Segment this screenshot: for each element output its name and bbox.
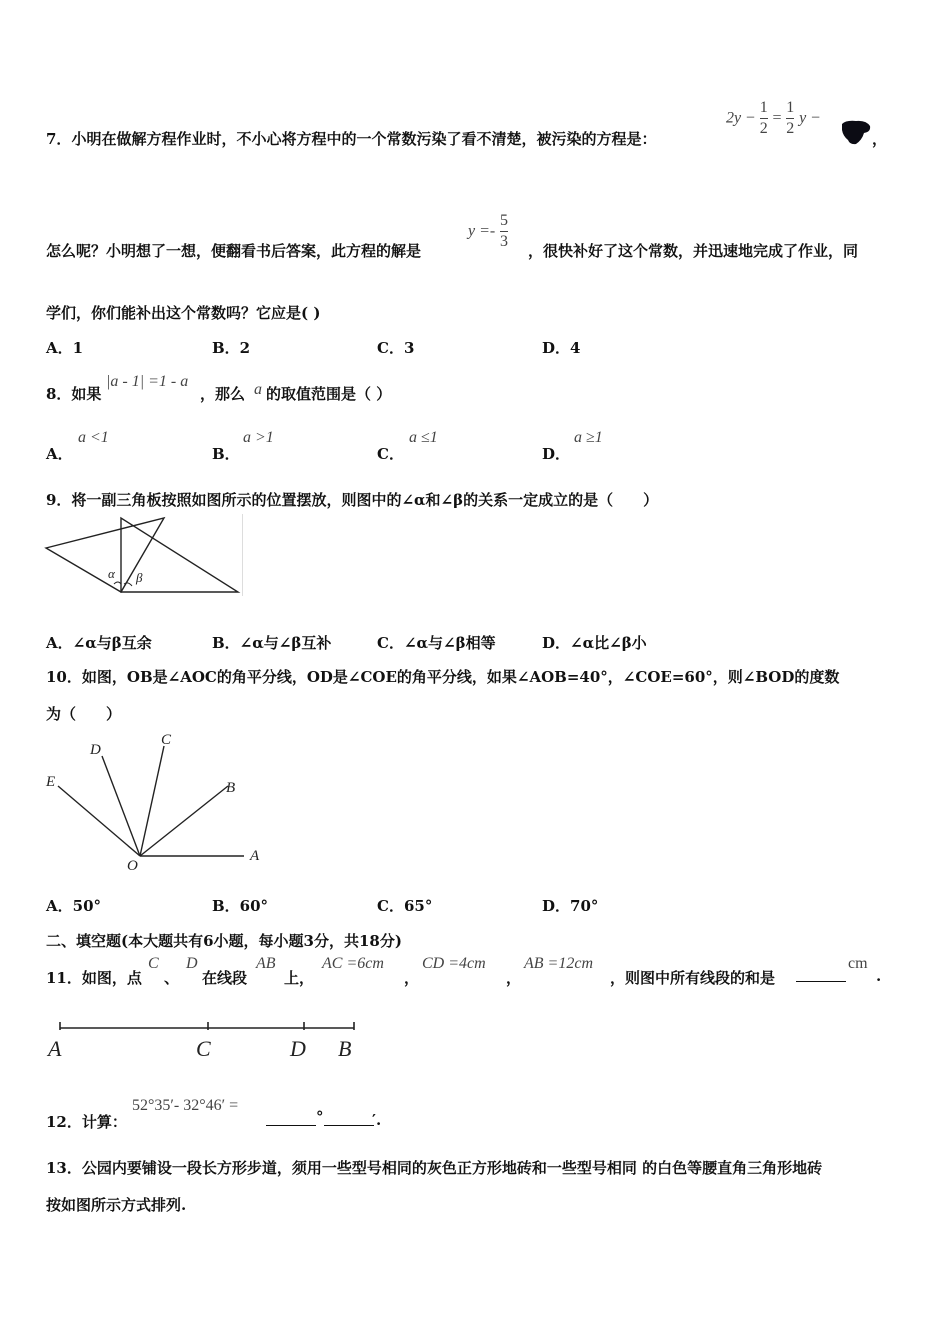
q11-mid: 在线段 [202, 969, 248, 987]
q9-option-d: D．∠α比∠β小 [542, 634, 647, 652]
q9-text: 9．将一副三角板按照如图所示的位置摆放，则图中的∠α和∠β的关系一定成立的是（ ） [46, 491, 659, 509]
label-d: D [290, 1036, 306, 1061]
q12-blank-minutes[interactable] [324, 1112, 374, 1130]
q11-tail: ，则图中所有线段的和是 [610, 969, 776, 987]
q8-option-c-label: C． [377, 445, 404, 463]
q13-line2: 按如图所示方式排列. [46, 1196, 187, 1214]
q11-comma-1: ， [404, 969, 420, 987]
q11-on: 上， [284, 969, 315, 987]
q8-option-c-math: a ≤1 [409, 429, 438, 446]
q11-answer-blank[interactable] [796, 968, 846, 986]
q11-ac: AC =6cm [322, 955, 384, 972]
q9-figure [44, 514, 243, 596]
q11-sep: 、 [164, 969, 180, 987]
section-2-title: 二、填空题(本大题共有6小题，每小题3分，共18分) [46, 932, 402, 950]
label-a: A [48, 1036, 62, 1061]
q7-comma: ， [872, 130, 888, 148]
q11-cd: CD =4cm [422, 955, 486, 972]
ray-oe [58, 786, 140, 856]
q12-expression: 52°35′- 32°46′ = [132, 1097, 239, 1114]
q8-option-b-label: B． [212, 445, 240, 463]
q11-point-c: C [148, 955, 159, 972]
q11-point-d: D [186, 955, 198, 972]
q7-option-a: A．1 [46, 339, 84, 357]
q8-tail: 的取值范围是（ ） [266, 385, 392, 403]
q12-minute-sign: ′. [372, 1111, 382, 1129]
label-b: B [226, 780, 236, 796]
label-a: A [250, 848, 260, 864]
q9-option-c: C．∠α与∠β相等 [377, 634, 496, 652]
q10-figure [44, 728, 264, 873]
q11-unit: cm [848, 955, 868, 972]
q7-polluted-equation: 2y − $\frac{1}{2}$ = $\frac{1}{2}$ y − [726, 99, 820, 137]
label-o: O [127, 858, 138, 873]
q11-pre: 11．如图，点 [46, 969, 142, 987]
label-c: C [161, 732, 172, 748]
q8-mid: ，那么 [200, 385, 246, 403]
q11-segment-ab: AB [256, 955, 276, 972]
label-e: E [46, 774, 56, 790]
q8-option-b-math: a >1 [243, 429, 274, 446]
q8-prefix: 8．如果 [46, 385, 102, 403]
q11-figure [44, 1018, 364, 1062]
q7-option-b: B．2 [212, 339, 251, 357]
q8-var: a [254, 381, 262, 398]
q7-line1: 7．小明在做解方程作业时，不小心将方程中的一个常数污染了看不清楚，被污染的方程是： [46, 130, 657, 148]
q13-line1: 13．公园内要铺设一段长方形步道，须用一些型号相同的灰色正方形地砖和一些型号相同 的白色等腰直角三角形地砖 [46, 1159, 823, 1177]
ink-blot [840, 118, 872, 146]
label-c: C [196, 1036, 211, 1061]
q10-option-b: B．60° [212, 897, 269, 915]
q10-option-d: D．70° [542, 897, 599, 915]
q12-degree-sign: ° [316, 1108, 324, 1126]
q7-line2-pre: 怎么呢？小明想了一想，便翻看书后答案，此方程的解是 [46, 242, 422, 260]
q8-option-a-math: a <1 [78, 429, 109, 446]
q11-comma-2: ， [506, 969, 522, 987]
q8-option-d-label: D． [542, 445, 571, 463]
q12-blank-degrees[interactable] [266, 1112, 316, 1130]
q11-period: . [876, 967, 882, 985]
alpha-label: α [108, 566, 115, 581]
q7-solution: y =- $\frac{5}{3}$ [468, 212, 509, 250]
beta-label: β [136, 570, 143, 585]
q8-abs-expression: |a - 1| =1 - a [106, 373, 189, 390]
triangle-1 [46, 518, 164, 592]
q8-option-a-label: A． [46, 445, 73, 463]
q7-line2-post: ，很快补好了这个常数，并迅速地完成了作业，同 [528, 242, 859, 260]
q12-pre: 12．计算： [46, 1113, 127, 1131]
q10-option-a: A．50° [46, 897, 102, 915]
label-b: B [338, 1036, 352, 1061]
ray-od [102, 756, 140, 856]
q10-line1: 10．如图，OB是∠AOC的角平分线，OD是∠COE的角平分线，如果∠AOB=40°，∠COE=60°，则∠BOD的度数 [46, 668, 840, 686]
q8-option-d-math: a ≥1 [574, 429, 603, 446]
q10-option-c: C．65° [377, 897, 433, 915]
q7-line3: 学们，你们能补出这个常数吗？它应是( ) [46, 304, 321, 322]
q11-ab: AB =12cm [524, 955, 593, 972]
q10-line2: 为（ ） [46, 705, 122, 723]
q9-option-a: A．∠α与β互余 [46, 634, 152, 652]
q7-option-d: D．4 [542, 339, 581, 357]
q9-option-b: B．∠α与∠β互补 [212, 634, 332, 652]
label-d: D [90, 742, 101, 758]
q7-option-c: C．3 [377, 339, 415, 357]
